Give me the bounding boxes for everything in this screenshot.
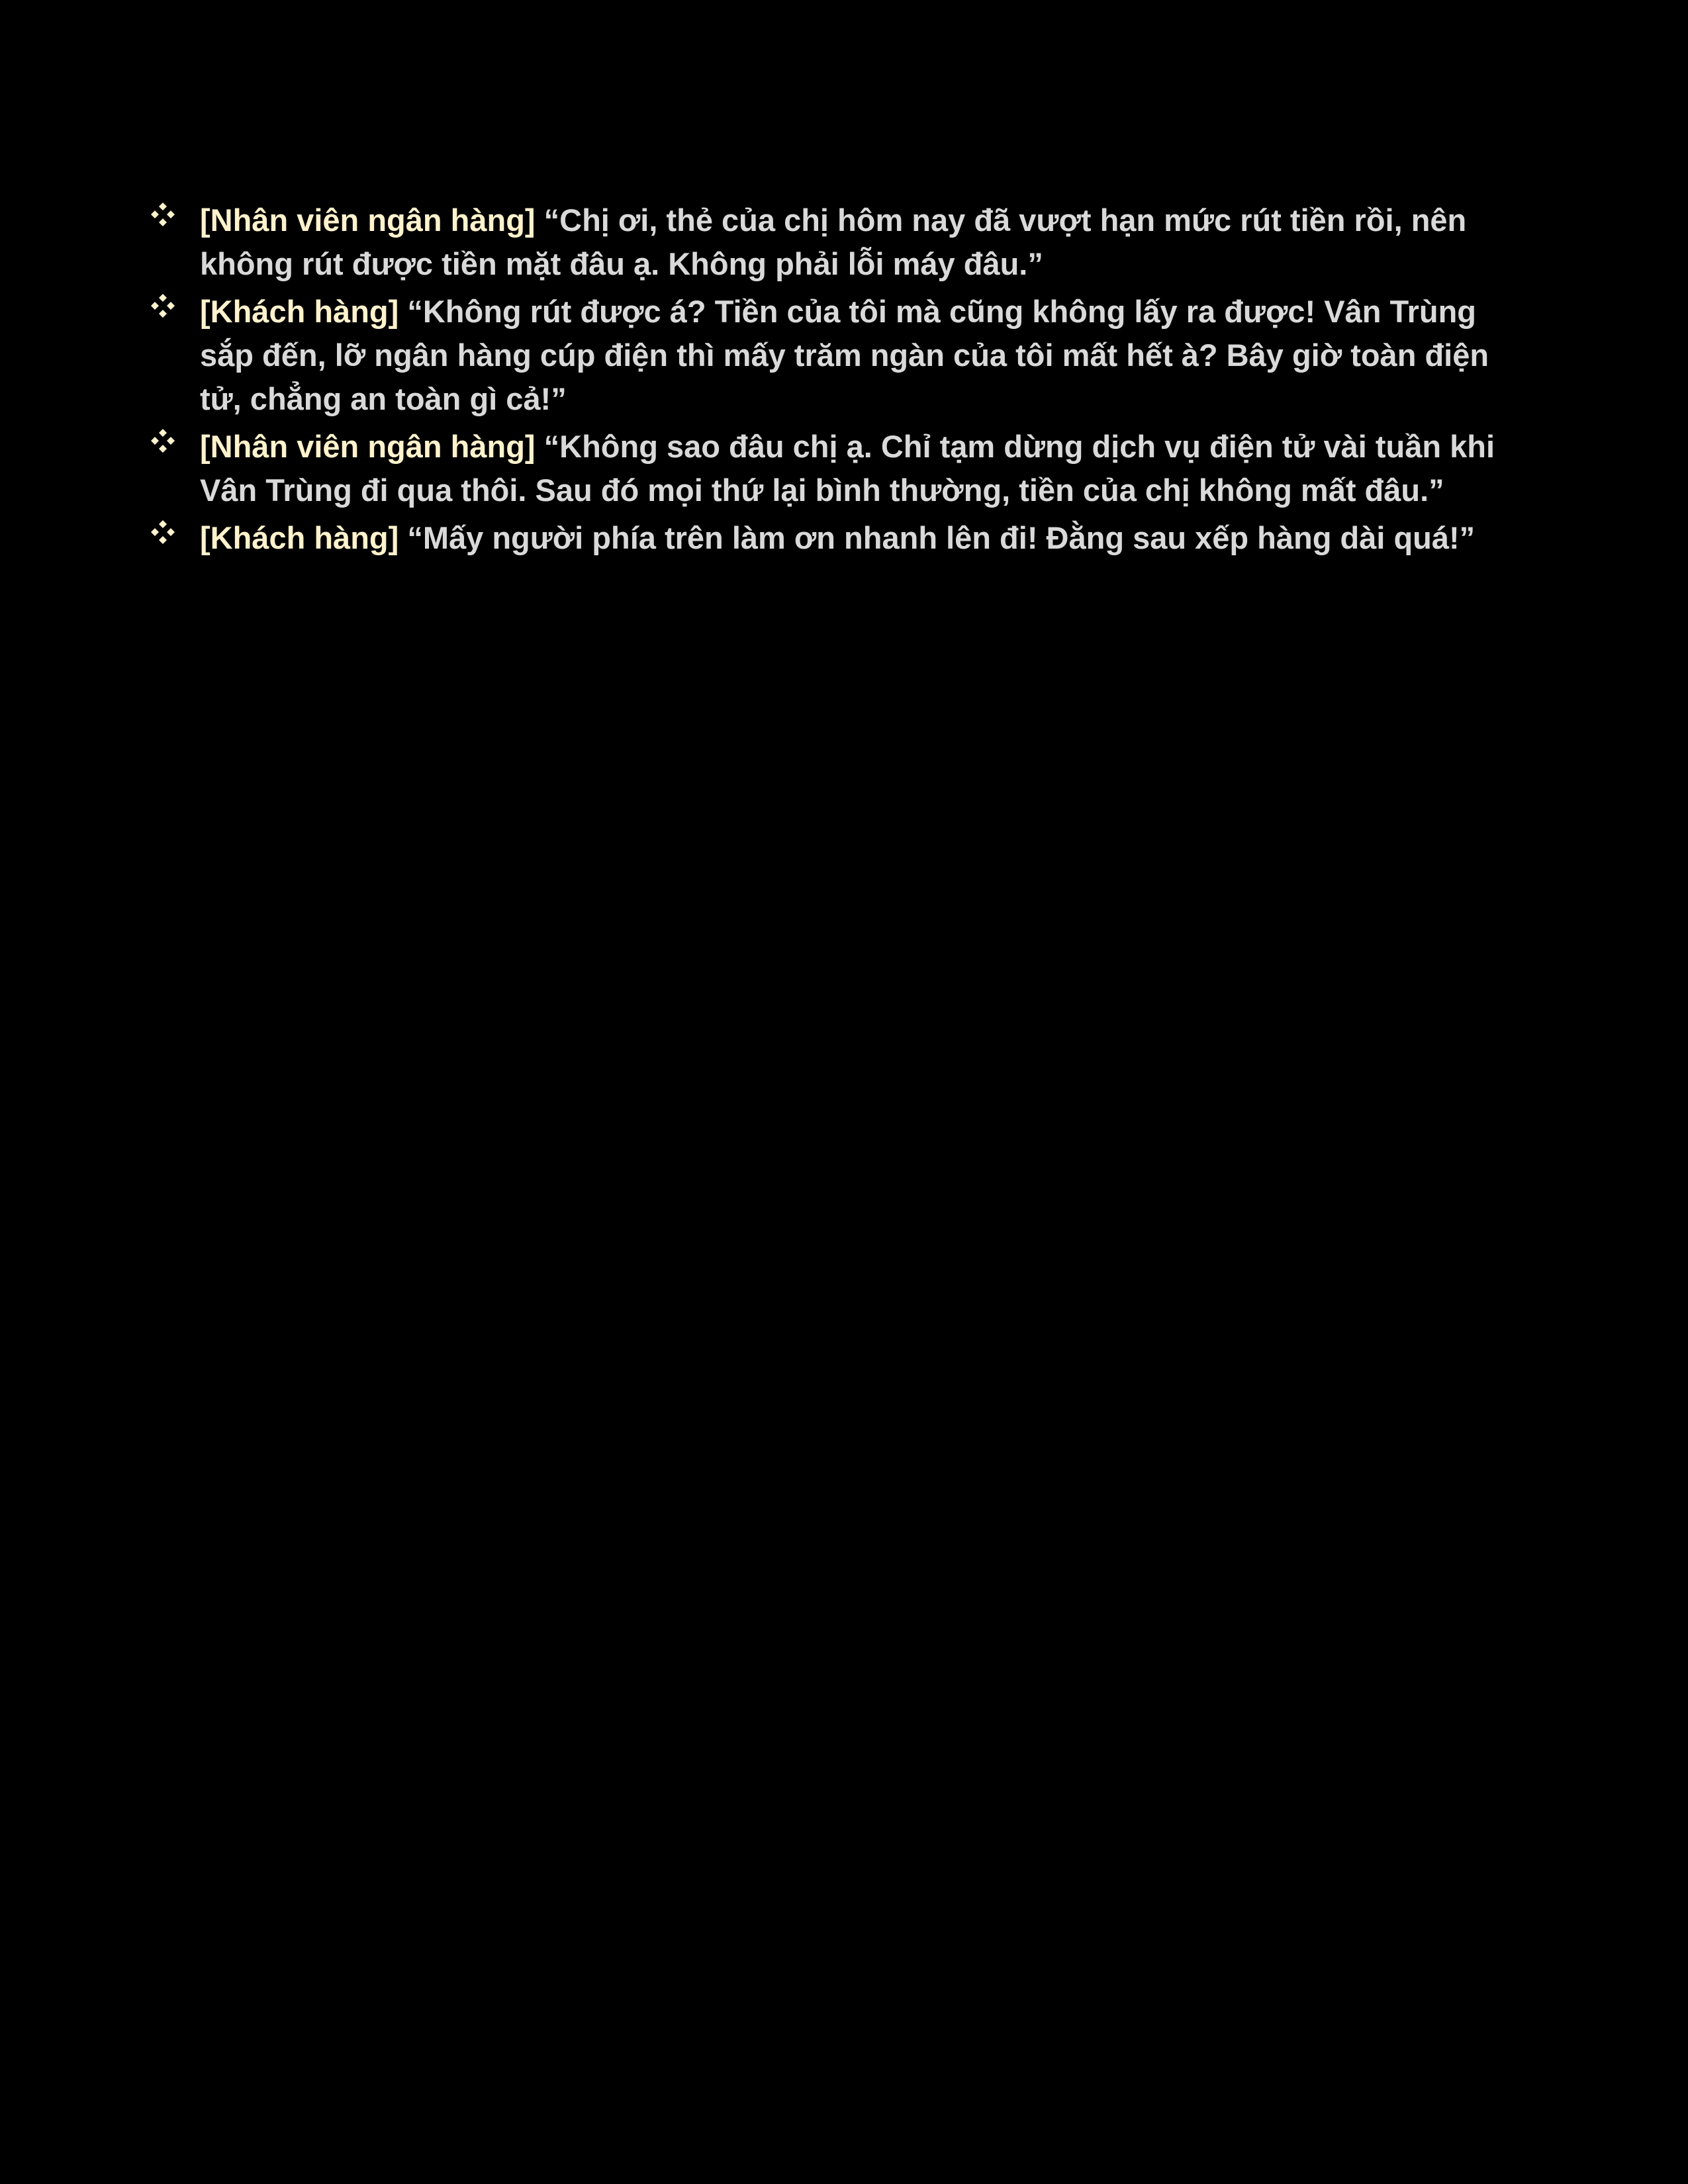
- dialogue-line: [150, 425, 1500, 512]
- dialogue-line: [150, 199, 1500, 286]
- dialogue-text: “Chị ơi, thẻ của chị hôm nay đã vượt hạn mức rút tiền rồi, nên không rút được tiền mặt đâu ạ. Không phải lỗi máy đâu.”: [200, 203, 1467, 281]
- dialogue-text: “Không sao đâu chị ạ. Chỉ tạm dừng dịch vụ điện tử vài tuần khi Vân Trùng đi qua thôi. Sau đó mọi thứ lại bình thường, tiền của chị không mất đâu.”: [200, 429, 1495, 508]
- dialogue-text: “Mấy người phía trên làm ơn nhanh lên đi! Đằng sau xếp hàng dài quá!”: [407, 520, 1476, 555]
- dialogue-text: “Không rút được á? Tiền của tôi mà cũng không lấy ra được! Vân Trùng sắp đến, lỡ ngân hàng cúp điện thì mấy trăm ngàn của tôi mất hết à? Bây giờ toàn điện tử, chẳng an toàn gì cả!”: [200, 294, 1489, 416]
- speaker-label: [Nhân viên ngân hàng]: [200, 429, 544, 464]
- speaker-label: [Khách hàng]: [200, 520, 408, 555]
- diamond-bullet-icon: [150, 519, 176, 545]
- diamond-bullet-icon: [150, 428, 176, 454]
- dialogue-line: [150, 516, 1500, 560]
- speaker-label: [Nhân viên ngân hàng]: [200, 203, 544, 238]
- diamond-bullet-icon: [150, 293, 176, 319]
- dialogue-list: [150, 199, 1500, 564]
- dialogue-line: [150, 290, 1500, 421]
- speaker-label: [Khách hàng]: [200, 294, 408, 329]
- diamond-bullet-icon: [150, 201, 176, 228]
